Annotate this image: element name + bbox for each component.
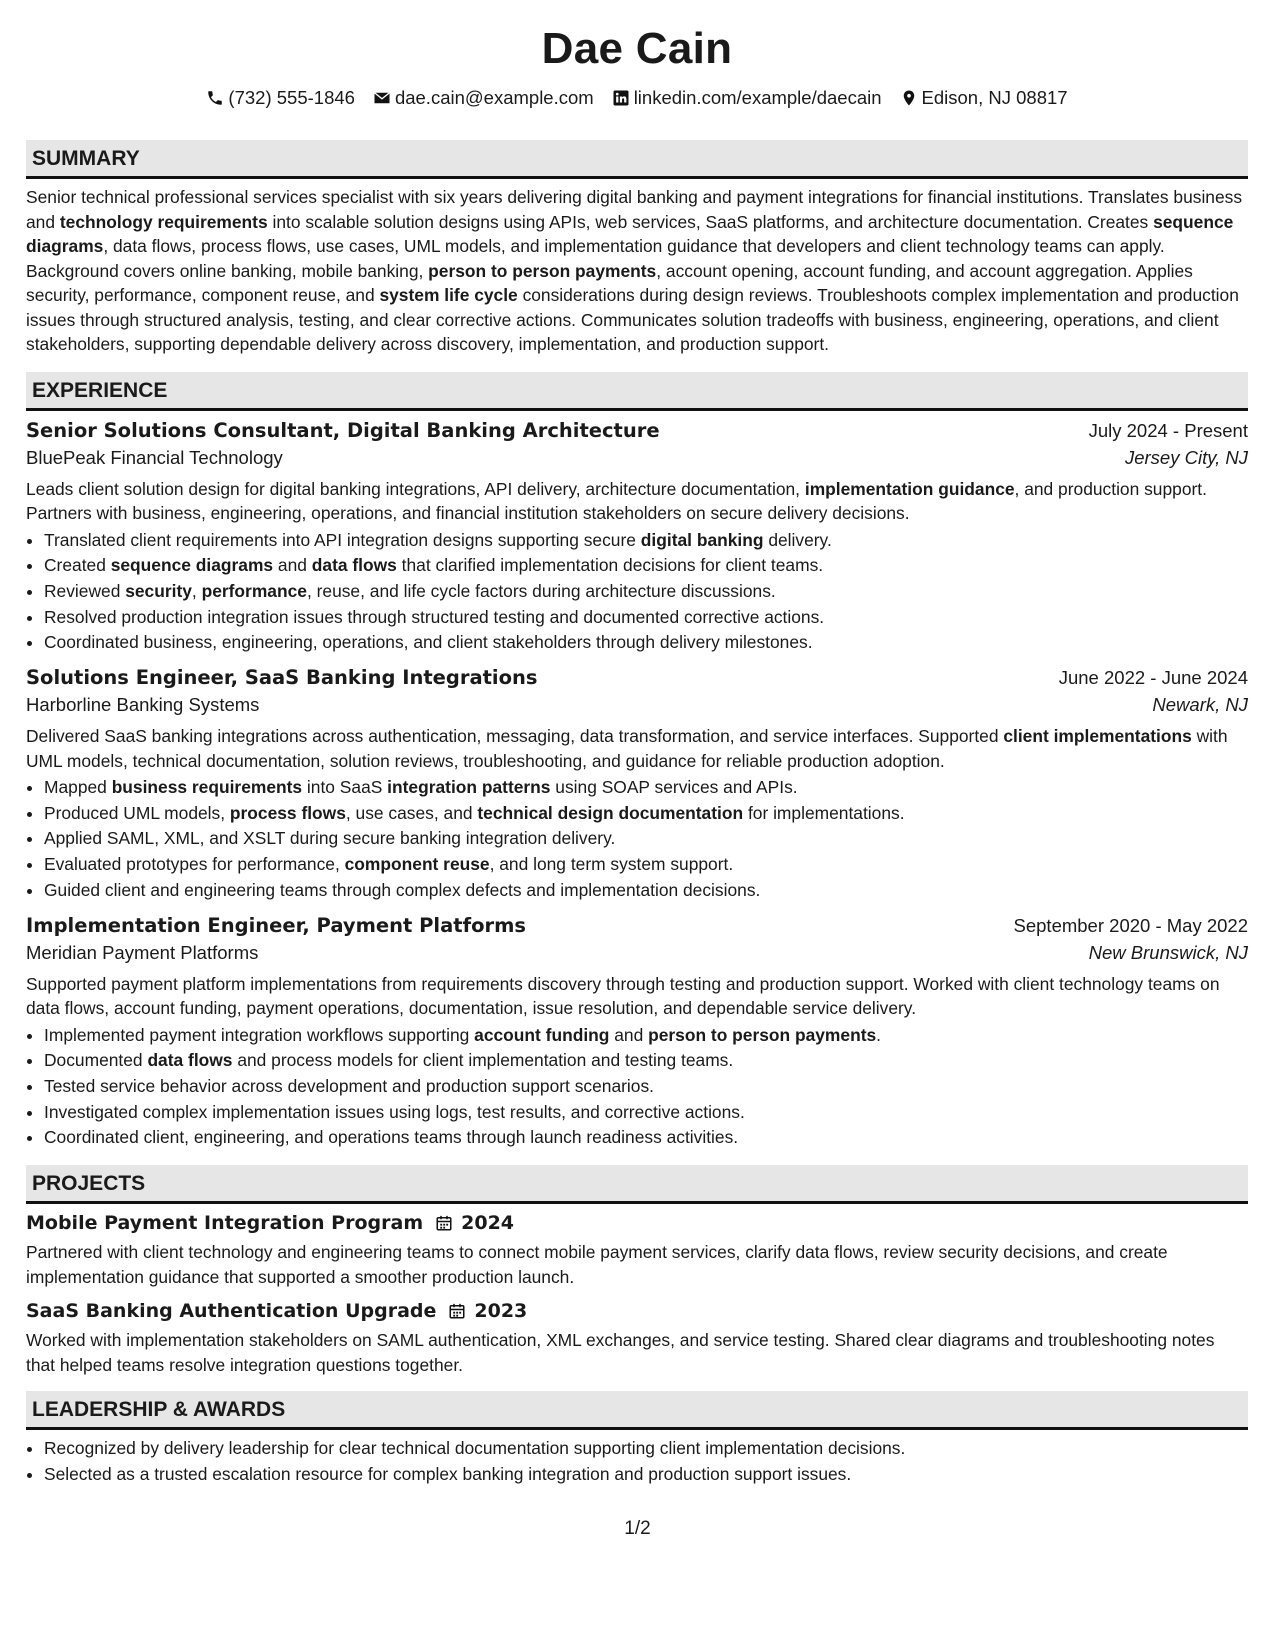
list-item (44, 605, 1248, 631)
summary-section (26, 140, 1248, 357)
list-item (44, 1023, 1248, 1049)
summary-bold: technology requirements (59, 211, 268, 232)
section-heading: SUMMARY (26, 140, 1248, 179)
bullet-seg: into SaaS (302, 777, 388, 798)
bullet-seg: , reuse, and life cycle factors during architecture discussions. (306, 580, 776, 601)
job-bullets (26, 528, 1248, 657)
job-header (26, 914, 1248, 937)
job-subheader (26, 447, 1248, 469)
bullet-bold: performance (201, 580, 307, 601)
contact-location (900, 87, 1068, 109)
email-text: dae.cain@example.com (394, 87, 594, 108)
summary-bold: person to person payments (428, 260, 657, 281)
bullet-seg: that clarified implementation decisions for client teams. (396, 555, 824, 576)
project-title: SaaS Banking Authentication Upgrade (26, 1300, 437, 1323)
bullet-seg: , use cases, and (345, 802, 478, 823)
bullet-bold: digital banking (640, 529, 764, 550)
bullet-seg: delivery. (763, 529, 832, 550)
bullet-seg: Resolved production integration issues through structured testing and documented corrective actions. (44, 606, 825, 627)
bullet-seg: Coordinated client, engineering, and operations teams through launch readiness activities. (44, 1127, 739, 1148)
project-description: Worked with implementation stakeholders on SAML authentication, XML exchanges, and service testing. Shared clear diagrams and troubleshooting notes that helped teams resolve integration questions together. (26, 1330, 1215, 1375)
bullet-seg: Mapped (44, 777, 112, 798)
list-item (44, 826, 1248, 852)
bullet-bold: integration patterns (387, 777, 551, 798)
bullet-seg: Coordinated business, engineering, operations, and client stakeholders through delivery milestones. (44, 632, 813, 653)
bullet-bold: business requirements (111, 777, 303, 798)
calendar-icon (448, 1302, 466, 1320)
summary-seg: considerations during design reviews. Troubleshoots complex implementation and production issues through structured analysis, testing, and clear corrective actions. Communicates solution tradeoffs with business, engineering, operations, and client stakeholders, supporting dependable delivery across discovery, implementation, and production support. (26, 285, 1239, 354)
bullet-seg: Tested service behavior across development and production support scenarios. (44, 1075, 654, 1096)
bullet-seg: Evaluated prototypes for performance, (44, 854, 345, 875)
job-location: Jersey City, NJ (1124, 446, 1248, 468)
bullet-seg: for implementations. (743, 802, 905, 823)
experience-section (26, 372, 1248, 1152)
job-title: Implementation Engineer, Payment Platforms (26, 913, 527, 937)
desc-seg: , and production support. Partners with business, engineering, operations, and financial institution stakeholders on secure delivery decisions. (26, 478, 1207, 523)
job-dates: July 2024 - Present (1088, 419, 1248, 441)
job-location: Newark, NJ (1152, 694, 1248, 716)
bullet-bold: account funding (474, 1024, 610, 1045)
job-dates: September 2020 - May 2022 (1013, 914, 1248, 936)
contact-email[interactable] (373, 87, 594, 109)
desc-bold: client implementations (1003, 726, 1192, 747)
section-heading: LEADERSHIP & AWARDS (26, 1391, 1248, 1430)
bullet-seg: Applied SAML, XML, and XSLT during secure banking integration delivery. (44, 828, 616, 849)
calendar-icon (435, 1214, 453, 1232)
job-entry (26, 666, 1248, 904)
bullet-seg: Produced UML models, (44, 802, 230, 823)
bullet-seg: Created (44, 555, 111, 576)
job-bullets (26, 1023, 1248, 1152)
map-pin-icon (900, 89, 918, 107)
desc-seg: Leads client solution design for digital banking integrations, API delivery, architecture documentation, (26, 478, 805, 499)
linkedin-text: linkedin.com/example/daecain (633, 87, 882, 108)
bullet-seg: using SOAP services and APIs. (550, 777, 798, 798)
bullet-bold: component reuse (344, 854, 490, 875)
section-heading: EXPERIENCE (26, 372, 1248, 411)
project-description: Partnered with client technology and engineering teams to connect mobile payment services, clarify data flows, review security decisions, and create implementation guidance that supported a smoother production launch. (26, 1242, 1168, 1287)
list-item (44, 630, 1248, 656)
list-item (44, 878, 1248, 904)
bullet-bold: data flows (147, 1050, 233, 1071)
job-location: New Brunswick, NJ (1088, 941, 1248, 963)
project-title: Mobile Payment Integration Program (26, 1212, 424, 1235)
contact-phone (206, 87, 355, 109)
summary-text (26, 185, 1248, 357)
list-item (44, 775, 1248, 801)
job-description (26, 972, 1248, 1021)
job-header (26, 419, 1248, 442)
phone-text: (732) 555-1846 (228, 87, 355, 108)
bullet-seg: . (876, 1024, 881, 1045)
contact-bar (26, 86, 1248, 110)
bullet-bold: person to person payments (648, 1024, 877, 1045)
list-item (44, 1100, 1248, 1126)
bullet-seg: , and long term system support. (489, 854, 734, 875)
company-name: BluePeak Financial Technology (26, 446, 283, 468)
summary-seg: , account opening, account funding, and account aggregation. Applies security, performance, component reuse, and (26, 260, 1193, 305)
leadership-section (26, 1391, 1248, 1487)
section-heading: PROJECTS (26, 1165, 1248, 1204)
list-item (44, 528, 1248, 554)
list-item: • Recognized by delivery leadership for clear technical documentation supporting client implementation decisions. (44, 1436, 1248, 1462)
bullet-bold: technical design documentation (477, 802, 744, 823)
project-header (26, 1300, 1248, 1322)
bullet-seg: Investigated complex implementation issues using logs, test results, and corrective actions. (44, 1101, 745, 1122)
project-entry (26, 1212, 1248, 1289)
bullet-seg: Reviewed (44, 580, 126, 601)
bullet-seg: Guided client and engineering teams through complex defects and implementation decisions. (44, 879, 761, 900)
company-name: Meridian Payment Platforms (26, 941, 259, 963)
bullet-seg: and (609, 1024, 649, 1045)
summary-seg: into scalable solution designs using APIs, web services, SaaS platforms, and architecture documentation. Creates (267, 211, 1154, 232)
project-entry (26, 1300, 1248, 1377)
desc-seg: with UML models, technical documentation, solution reviews, troubleshooting, and guidance for reliable production adoption. (26, 726, 1228, 771)
phone-icon (206, 89, 224, 107)
envelope-icon (373, 89, 391, 107)
company-name: Harborline Banking Systems (26, 694, 260, 716)
job-subheader (26, 942, 1248, 964)
job-subheader (26, 694, 1248, 716)
list-item (44, 553, 1248, 579)
leadership-bullets (26, 1436, 1248, 1487)
candidate-name: Dae Cain (541, 24, 733, 73)
bullet-bold: data flows (311, 555, 397, 576)
bullet-seg: and (273, 555, 312, 576)
contact-linkedin[interactable] (612, 87, 882, 109)
list-item: • Selected as a trusted escalation resource for complex banking integration and production support issues. (44, 1462, 1248, 1488)
job-description (26, 724, 1248, 773)
list-item (44, 1048, 1248, 1074)
job-entry (26, 419, 1248, 657)
page-number: 1/2 (624, 1518, 651, 1539)
desc-seg: Supported payment platform implementations from requirements discovery through testing and production support. Worked with client technology teams on data flows, account funding, payment operations, documentation, issue resolution, and dependable service delivery. (26, 973, 1220, 1019)
summary-bold: sequence diagrams (26, 211, 1234, 256)
job-entry (26, 914, 1248, 1152)
job-dates: June 2022 - June 2024 (1058, 667, 1248, 689)
summary-seg: , data flows, process flows, use cases, UML models, and implementation guidance that developers and client technology teams can apply. Background covers online banking, mobile banking, (26, 236, 1165, 281)
bullet-seg: and process models for client implementation and testing teams. (232, 1050, 734, 1071)
list-item (44, 801, 1248, 827)
bullet-seg: , (191, 580, 202, 601)
list-item (44, 1074, 1248, 1100)
job-title: Senior Solutions Consultant, Digital Banking Architecture (26, 418, 660, 442)
bullet-bold: process flows (229, 802, 346, 823)
projects-section (26, 1165, 1248, 1377)
list-item (44, 579, 1248, 605)
bullet-seg: Implemented payment integration workflows supporting (44, 1024, 475, 1045)
bullet-seg: Translated client requirements into API integration designs supporting secure (44, 529, 641, 550)
bullet-seg: Documented (44, 1050, 148, 1071)
location-text: Edison, NJ 08817 (921, 87, 1068, 108)
bullet-bold: sequence diagrams (110, 555, 274, 576)
summary-seg: Senior technical professional services specialist with six years delivering digital banking and payment integrations for financial institutions. Translates business and (26, 187, 1243, 232)
list-item (44, 852, 1248, 878)
list-item (44, 1125, 1248, 1151)
project-year: 2024 (461, 1212, 515, 1235)
job-title: Solutions Engineer, SaaS Banking Integrations (26, 666, 538, 690)
bullet-bold: security (125, 580, 192, 601)
project-header (26, 1212, 1248, 1234)
job-bullets (26, 775, 1248, 904)
linkedin-icon (612, 89, 630, 107)
job-description (26, 477, 1248, 526)
desc-bold: implementation guidance (804, 478, 1015, 499)
project-year: 2023 (474, 1300, 528, 1323)
resume-page (26, 0, 1248, 1487)
desc-seg: Delivered SaaS banking integrations across authentication, messaging, data transformation, and service interfaces. Supported (26, 726, 1004, 747)
summary-bold: system life cycle (379, 285, 518, 305)
job-header (26, 666, 1248, 689)
